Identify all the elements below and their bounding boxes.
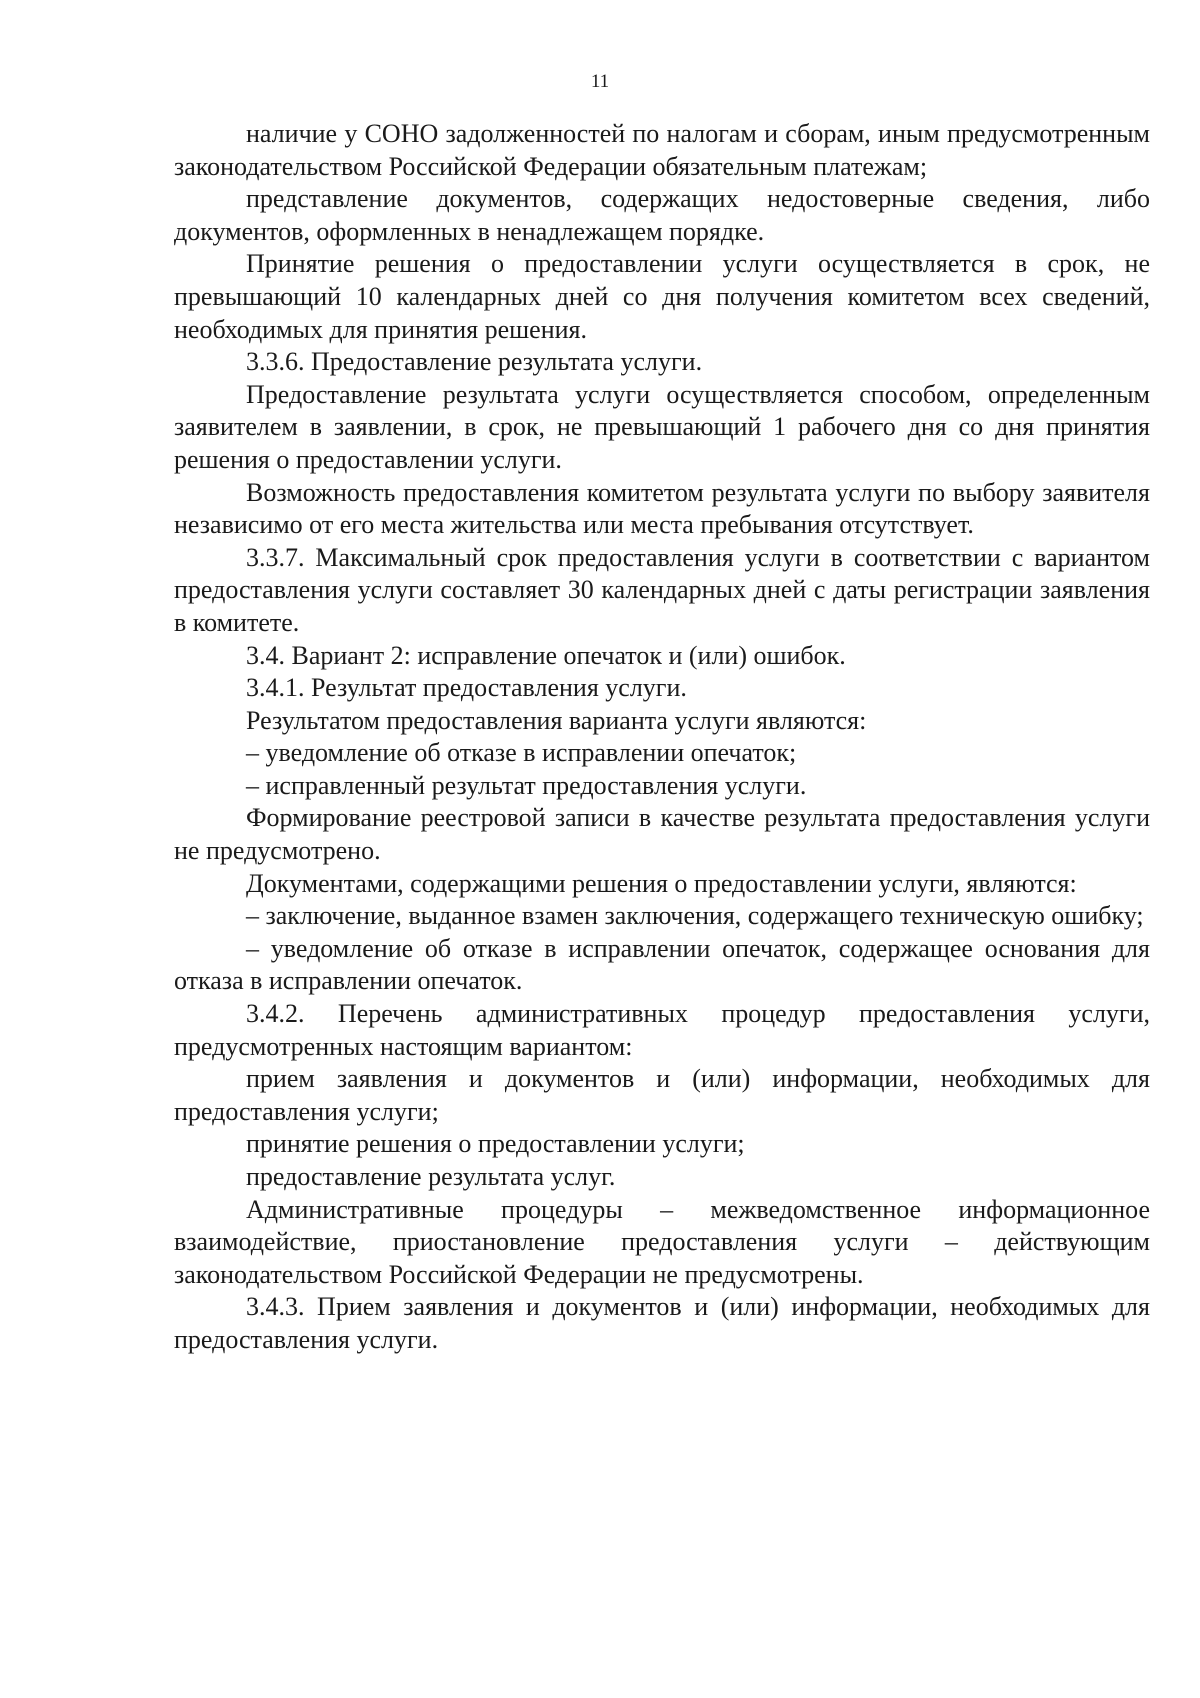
section-heading-3-4-3: 3.4.3. Прием заявления и документов и (или) информации, необходимых для предоставления услуги. (174, 1292, 1150, 1354)
paragraph-1: наличие у СОНО задолженностей по налогам и сборам, иным предусмотренным законодательством Российской Федерации обязательным платежам; (174, 119, 1150, 181)
procedure-item-1: прием заявления и документов и (или) информации, необходимых для предоставления услуги; (174, 1064, 1150, 1126)
list-item-2: – исправленный результат предоставления услуги. (246, 770, 807, 800)
section-3-4-2: 3.4.2. Перечень административных процедур предоставления услуги, предусмотренных настоящим вариантом: (174, 999, 1150, 1061)
list-item-4: – уведомление об отказе в исправлении опечаток, содержащее основания для отказа в исправлении опечаток. (174, 933, 1150, 996)
section-heading-3-4-1: 3.4.1. Результат предоставления услуги. (246, 673, 687, 703)
section-heading-3-3-6: 3.3.6. Предоставление результата услуги. (246, 347, 703, 377)
paragraph-5: Предоставление результата услуги осуществляется способом, определенным заявителем в заявлении, в срок, не превышающий 1 рабочего дня со дня принятия решения о предоставлении услуги. (174, 379, 1150, 474)
list-item-3: – заключение, выданное взамен заключения, содержащего техническую ошибку; (246, 901, 1144, 931)
list-item-1: – уведомление об отказе в исправлении опечаток; (246, 738, 797, 768)
paragraph-13: Формирование реестровой записи в качестве результата предоставления услуги не предусмотрено. (174, 803, 1150, 866)
paragraph-2: представление документов, содержащих недостоверные сведения, либо документов, оформленных в ненадлежащем порядке. (174, 184, 1150, 246)
paragraph-3: Принятие решения о предоставлении услуги осуществляется в срок, не превышающий 10 календарных дней со дня получения комитетом всех сведений, необходимых для принятия решения. (174, 249, 1150, 344)
document-body (174, 118, 1150, 1357)
section-heading-3-4: 3.4. Вариант 2: исправление опечаток и (или) ошибок. (246, 640, 846, 670)
procedure-item-2: принятие решения о предоставлении услуги; (246, 1129, 745, 1159)
paragraph-14: Документами, содержащими решения о предоставлении услуги, являются: (246, 868, 1077, 898)
paragraph-10: Результатом предоставления варианта услуги являются: (246, 705, 867, 735)
paragraph-6: Возможность предоставления комитетом результата услуги по выбору заявителя независимо от его места жительства или места пребывания отсутствует. (174, 477, 1150, 540)
paragraph-21: Административные процедуры – межведомственное информационное взаимодействие, приостановление предоставления услуги – действующим законодательством Российской Федерации не предусмотрены. (174, 1194, 1150, 1289)
section-3-3-7: 3.3.7. Максимальный срок предоставления услуги в соответствии с вариантом предоставления услуги составляет 30 календарных дней с даты регистрации заявления в комитете. (174, 542, 1150, 637)
page-number: 11 (590, 71, 610, 92)
procedure-item-3: предоставление результата услуг. (246, 1162, 616, 1191)
